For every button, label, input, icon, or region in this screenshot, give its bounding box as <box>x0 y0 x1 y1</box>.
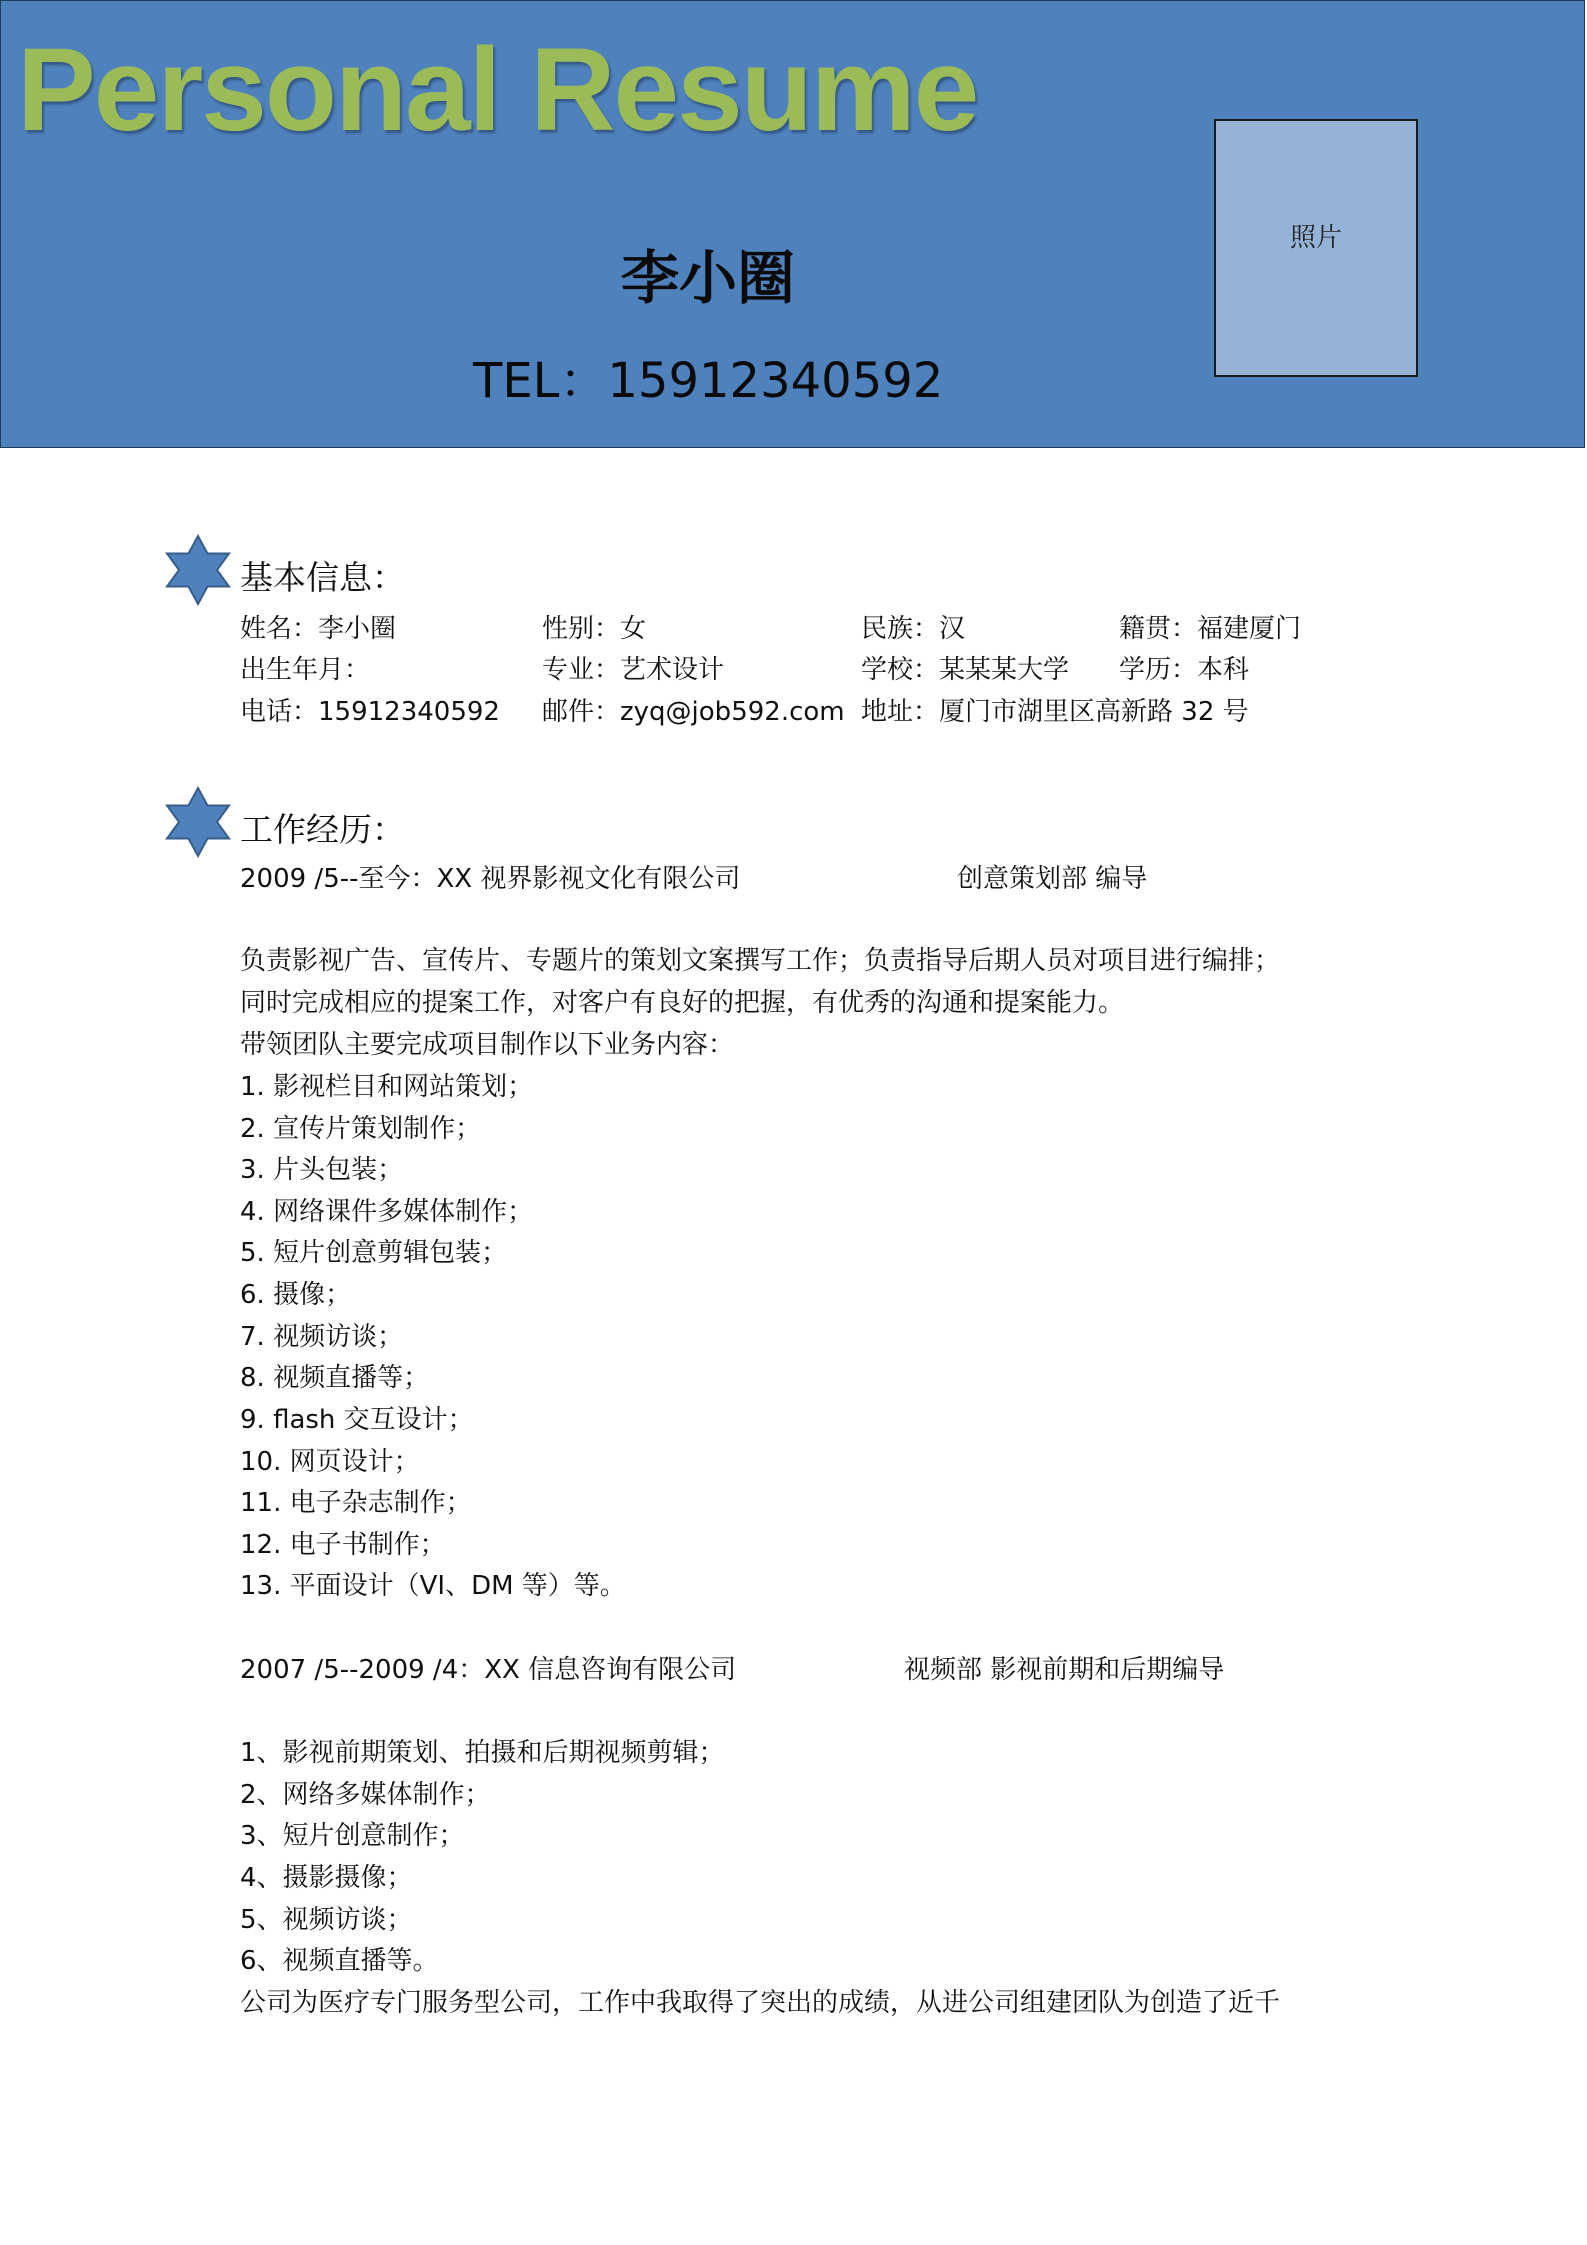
info-name <box>240 616 396 642</box>
job-1-list-item: 12. 电子书制作； <box>240 1530 446 1560</box>
job-1-list-item: 8. 视频直播等； <box>240 1363 430 1393</box>
info-phone <box>240 699 500 725</box>
info-value: 福建厦门 <box>1197 614 1302 644</box>
info-value: 李小圈 <box>318 614 397 644</box>
info-email <box>542 699 845 725</box>
job-1-list-item: 2. 宣传片策划制作； <box>240 1114 482 1144</box>
job-1-period-company: 2009 /5--至今：XX 视界影视文化有限公司 <box>240 864 741 894</box>
info-label: 专业： <box>542 655 621 685</box>
info-value: 厦门市湖里区高新路 32 号 <box>939 697 1249 727</box>
job-2-list-item: 1、影视前期策划、拍摄和后期视频剪辑； <box>240 1738 725 1768</box>
info-label: 姓名： <box>240 614 319 644</box>
info-gender <box>542 616 646 642</box>
star-icon <box>160 534 236 606</box>
info-school <box>861 657 1069 683</box>
job-1-department-role: 创意策划部 编导 <box>957 864 1148 894</box>
photo-label: 照片 <box>1289 223 1342 253</box>
info-value: 艺术设计 <box>620 655 725 685</box>
job-2-summary: 公司为医疗专门服务型公司，工作中我取得了突出的成绩，从进公司组建团队为创造了近千 <box>240 1988 1281 2018</box>
job-1-list-item: 4. 网络课件多媒体制作； <box>240 1197 534 1227</box>
job-2-list-item: 5、视频访谈； <box>240 1905 413 1935</box>
info-value: zyq@job592.com <box>620 697 845 727</box>
job-2-list-item: 3、短片创意制作； <box>240 1821 465 1851</box>
info-value: 本科 <box>1197 655 1250 685</box>
basic-info-title: 基本信息： <box>240 558 405 597</box>
info-label: 电话： <box>240 697 319 727</box>
info-value: 15912340592 <box>318 697 500 727</box>
info-label: 籍贯： <box>1119 614 1198 644</box>
info-major <box>542 657 724 683</box>
info-value: 女 <box>620 614 647 644</box>
header-phone: TEL：15912340592 <box>473 353 944 409</box>
info-value: 汉 <box>939 614 966 644</box>
info-label: 性别： <box>542 614 621 644</box>
work-history-title: 工作经历： <box>240 810 405 849</box>
job-1-list-item: 1. 影视栏目和网站策划； <box>240 1072 534 1102</box>
info-address <box>861 699 1249 725</box>
header-banner <box>0 0 1585 448</box>
job-1-list-item: 11. 电子杂志制作； <box>240 1488 472 1518</box>
job-2-period-company: 2007 /5--2009 /4：XX 信息咨询有限公司 <box>240 1655 737 1685</box>
info-label: 学校： <box>861 655 940 685</box>
job-1-list-item: 10. 网页设计； <box>240 1447 420 1477</box>
info-label: 学历： <box>1119 655 1198 685</box>
job-2-list-item: 2、网络多媒体制作； <box>240 1780 491 1810</box>
job-2-list-item: 6、视频直播等。 <box>240 1946 439 1976</box>
resume-title: Personal Resume <box>17 24 978 156</box>
job-1-description-line: 负责影视广告、宣传片、专题片的策划文案撰写工作；负责指导后期人员对项目进行编排； <box>240 946 1281 976</box>
info-label: 民族： <box>861 614 940 644</box>
star-icon <box>160 786 236 858</box>
job-1-list-item: 7. 视频访谈； <box>240 1322 404 1352</box>
job-1-description-line: 同时完成相应的提案工作，对客户有良好的把握，有优秀的沟通和提案能力。 <box>240 988 1125 1018</box>
job-2-list-item: 4、摄影摄像； <box>240 1863 413 1893</box>
info-education <box>1119 657 1249 683</box>
job-1-list-item: 9. flash 交互设计； <box>240 1405 474 1435</box>
info-hometown <box>1119 616 1301 642</box>
info-birth <box>240 657 370 683</box>
job-1-list-item: 5. 短片创意剪辑包装； <box>240 1238 508 1268</box>
info-ethnicity <box>861 616 965 642</box>
job-2-department-role: 视频部 影视前期和后期编导 <box>904 1655 1225 1685</box>
info-value: 某某某大学 <box>939 655 1070 685</box>
job-1-list-item: 6. 摄像； <box>240 1280 352 1310</box>
job-1-list-item: 13. 平面设计（VI、DM 等）等。 <box>240 1571 626 1601</box>
photo-placeholder <box>1214 119 1418 377</box>
job-1-description-line: 带领团队主要完成项目制作以下业务内容： <box>240 1030 735 1060</box>
info-label: 出生年月： <box>240 655 371 685</box>
job-1-list-item: 3. 片头包装； <box>240 1155 404 1185</box>
applicant-name: 李小圈 <box>621 244 796 312</box>
info-label: 地址： <box>861 697 940 727</box>
info-label: 邮件： <box>542 697 621 727</box>
